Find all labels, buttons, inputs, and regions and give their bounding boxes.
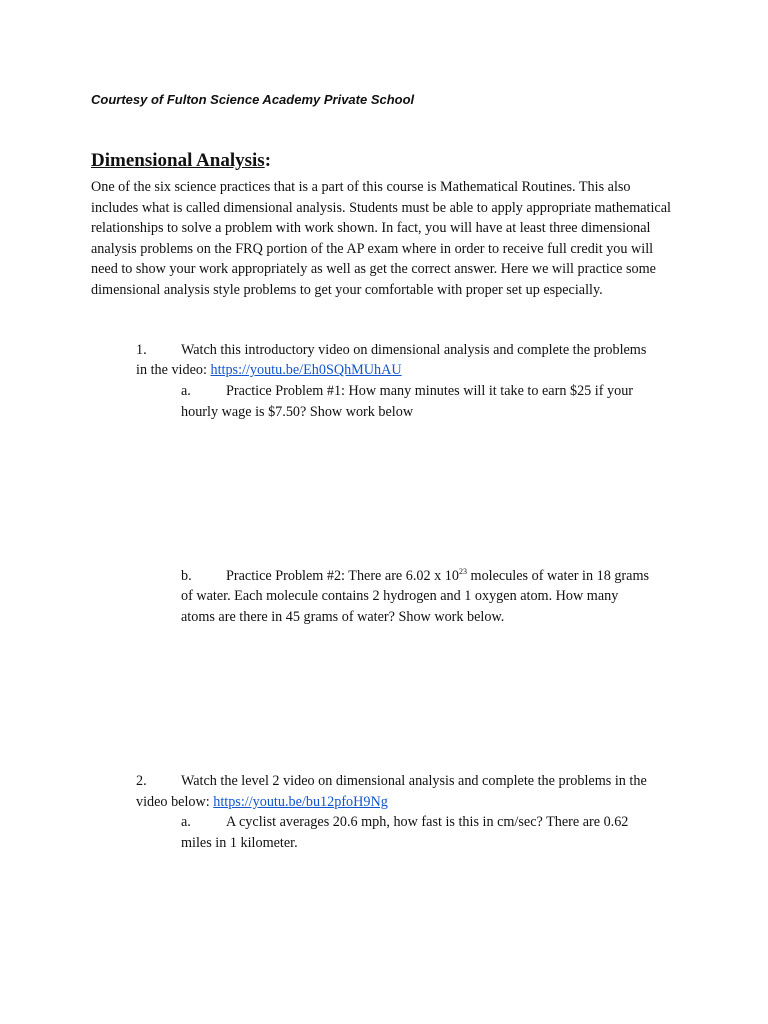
item-2-video-link[interactable]: https://youtu.be/bu12pfoH9Ng	[213, 794, 388, 810]
heading-colon: :	[264, 150, 272, 171]
subitem-b-exponent: 23	[458, 567, 467, 576]
subitem-b-line1-prefix: Practice Problem #2: There are 6.02 x 10	[226, 568, 459, 584]
section-heading	[91, 150, 271, 172]
subitem-a-line2: hourly wage is $7.50? Show work below	[181, 404, 414, 420]
item-1-text-line2	[136, 360, 402, 380]
item-1-text-line1: Watch this introductory video on dimensional analysis and complete the problems	[181, 342, 647, 358]
item-2-number: 2.	[136, 773, 147, 789]
subitem-a-line1: Practice Problem #1: How many minutes will it take to earn $25 if your	[226, 383, 634, 399]
item-2-line2-prefix: video below:	[136, 794, 214, 810]
intro-paragraph: One of the six science practices that is a part of this course is Mathematical Routines. This also includes what is called dimensional analysis. Students must be able to apply appropriate mathematical relationships to solve a problem with work shown. In fact, you will have at least three dimensional analysis problems on the FRQ portion of the AP exam where in order to receive full credit you will need to show your work appropriately as well as get the correct answer. Here we will practice some dimensional analysis style problems to get your comfortable with proper set up especially.	[91, 179, 671, 298]
item-2-text-line1: Watch the level 2 video on dimensional analysis and complete the problems in the	[181, 773, 647, 789]
item-1-line2-prefix: in the video:	[136, 362, 211, 378]
heading-title: Dimensional Analysis	[91, 150, 265, 171]
subitem-b-line1	[226, 566, 649, 586]
subitem-b-line1-suffix: molecules of water in 18 grams	[466, 568, 650, 584]
subitem-a-letter: a.	[181, 383, 191, 399]
courtesy-line: Courtesy of Fulton Science Academy Private School	[91, 92, 415, 107]
item-1-video-link[interactable]: https://youtu.be/Eh0SQhMUhAU	[210, 362, 402, 378]
item-2-text-line2	[136, 792, 388, 812]
item-2-subitem-a-line1: A cyclist averages 20.6 mph, how fast is this in cm/sec? There are 0.62	[226, 814, 629, 830]
subitem-b-line3: atoms are there in 45 grams of water? Show work below.	[181, 609, 505, 625]
subitem-b-line2: of water. Each molecule contains 2 hydrogen and 1 oxygen atom. How many	[181, 588, 619, 604]
item-1-number: 1.	[136, 342, 147, 358]
subitem-b-letter: b.	[181, 568, 192, 584]
item-2-subitem-a-line2: miles in 1 kilometer.	[181, 835, 298, 851]
item-2-subitem-a-letter: a.	[181, 814, 191, 830]
